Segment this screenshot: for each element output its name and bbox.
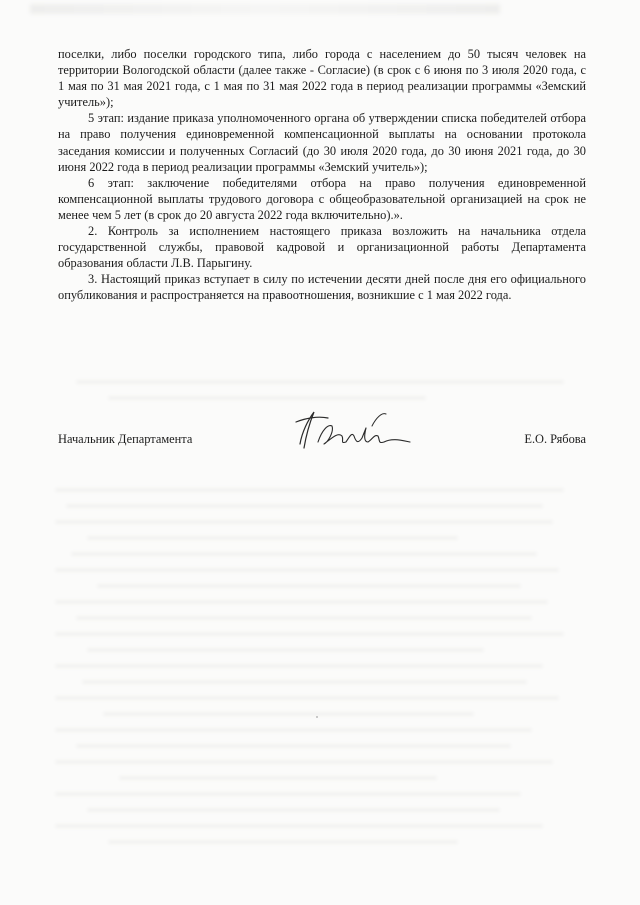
bleed-through-upper xyxy=(55,380,585,412)
signatory-position: Начальник Департамента xyxy=(58,432,193,446)
paragraph-stage-4-continuation: поселки, либо поселки городского типа, либо города с населением до 50 тысяч человек на территории Вологодской области (далее также - Согласие) (в срок с 6 июня по 3 июля 2020 года, с 1 мая по 31 мая 2021 года, с 1 мая по 31 мая 2022 года в период реализации программы «Земский учитель»); xyxy=(58,47,586,110)
document-body xyxy=(58,46,586,304)
paragraph-stage-6: 6 этап: заключение победителями отбора на право получения единовременной компенсационной выплаты трудового договора с общеобразовательной организацией на срок не менее чем 5 лет (в срок до 20 августа 2022 года включительно).». xyxy=(58,175,586,222)
paragraph-item-3: 3. Настоящий приказ вступает в силу по истечении десяти дней после дня его официального опубликования и распространяется на правоотношения, возникшие с 1 мая 2022 года. xyxy=(58,272,586,303)
paragraph-stage-5: 5 этап: издание приказа уполномоченного органа об утверждении списка победителей отбора на право получения единовременной компенсационной выплаты на основании протокола заседания комиссии и полученных Согласий (до 30 июля 2020 года, до 30 июня 2021 года, до 30 июня 2022 года в период реализации программы «Земский учитель»); xyxy=(58,111,586,174)
signature-block xyxy=(58,424,586,464)
signatory-name: Е.О. Рябова xyxy=(524,432,586,446)
bleed-through-lower xyxy=(55,488,585,856)
scan-speck xyxy=(316,716,318,718)
scan-artifact xyxy=(30,4,500,14)
paragraph-item-2: 2. Контроль за исполнением настоящего приказа возложить на начальника отдела государственной службы, правовой кадровой и организационной работы Департамента образования области Л.В. Парыгину. xyxy=(58,224,586,271)
